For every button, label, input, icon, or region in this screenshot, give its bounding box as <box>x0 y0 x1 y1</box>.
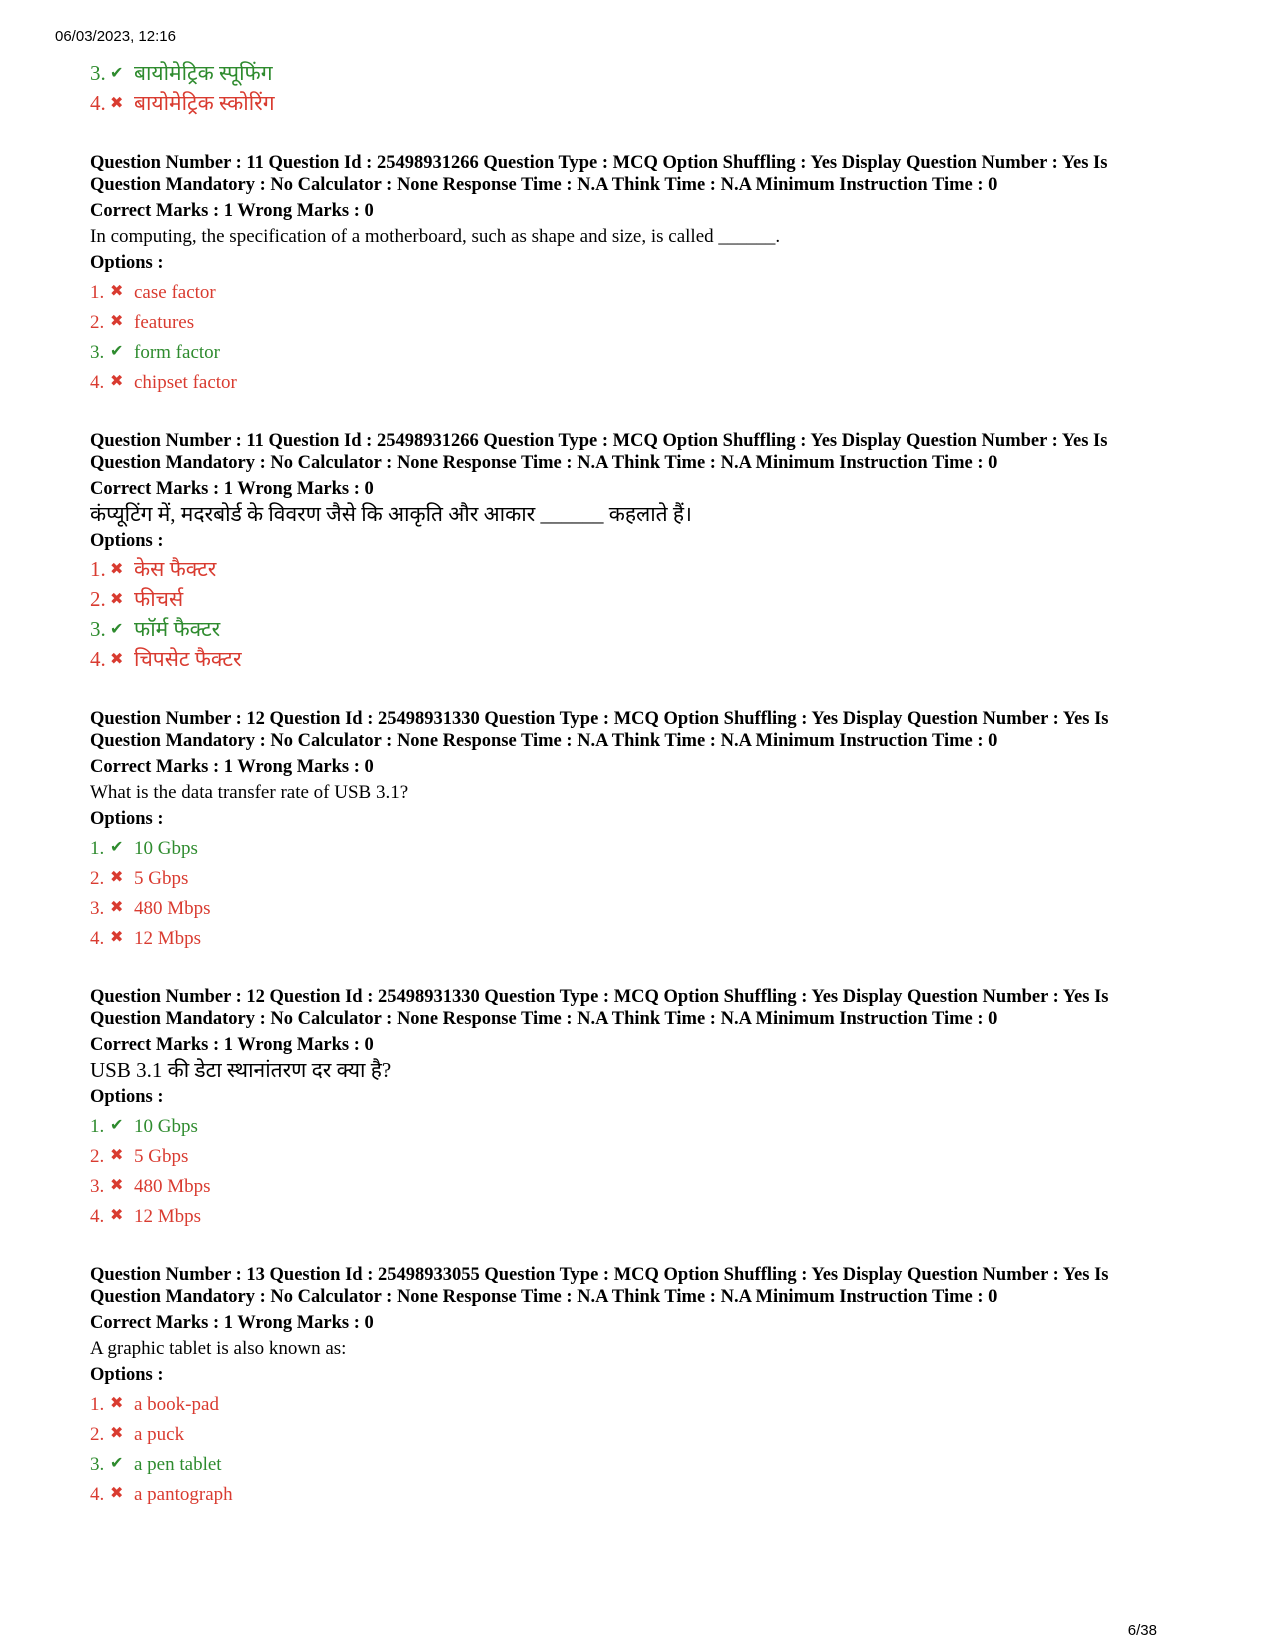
marks-line: Correct Marks : 1 Wrong Marks : 0 <box>90 1035 374 1055</box>
cross-icon: ✖ <box>110 1483 124 1502</box>
option-number: 3. <box>90 1454 105 1475</box>
option-number: 3. <box>90 1176 105 1197</box>
options-label: Options : <box>90 1087 164 1107</box>
check-icon: ✔ <box>110 619 124 638</box>
meta-line: Question Number : 13 Question Id : 25498933055 Question Type : MCQ Option Shuffling : Yes Display Question Number : Yes Is <box>90 1265 1109 1285</box>
option-number: 2. <box>90 1146 105 1167</box>
option-text: फीचर्स <box>134 587 184 611</box>
marks-line: Correct Marks : 1 Wrong Marks : 0 <box>90 1313 374 1333</box>
check-icon: ✔ <box>110 341 124 360</box>
cross-icon: ✖ <box>110 1175 124 1194</box>
option-number: 2. <box>90 312 105 333</box>
carryover-options <box>90 58 1200 118</box>
cross-icon: ✖ <box>110 559 124 578</box>
meta-line: Question Mandatory : No Calculator : None Response Time : N.A Think Time : N.A Minimum Instruction Time : 0 <box>90 731 998 751</box>
cross-icon: ✖ <box>110 1393 124 1412</box>
marks-line: Correct Marks : 1 Wrong Marks : 0 <box>90 201 374 221</box>
check-icon: ✔ <box>110 1115 124 1134</box>
cross-icon: ✖ <box>110 311 124 330</box>
option-text: 480 Mbps <box>134 898 211 919</box>
option-item <box>90 644 1200 674</box>
question-text: In computing, the specification of a motherboard, such as shape and size, is called ______. <box>90 226 781 247</box>
option-number: 3. <box>90 617 106 641</box>
page-number: 6/38 <box>1127 1622 1157 1639</box>
meta-line: Question Mandatory : No Calculator : None Response Time : N.A Think Time : N.A Minimum Instruction Time : 0 <box>90 1009 998 1029</box>
option-number: 2. <box>90 868 105 889</box>
option-item <box>90 1110 1200 1140</box>
cross-icon: ✖ <box>110 1145 124 1164</box>
option-text: 12 Mbps <box>134 1206 202 1227</box>
question-text: What is the data transfer rate of USB 3.1? <box>90 782 409 803</box>
option-text: a pen tablet <box>134 1454 222 1475</box>
meta-line: Question Number : 11 Question Id : 25498931266 Question Type : MCQ Option Shuffling : Yes Display Question Number : Yes Is <box>90 431 1108 451</box>
option-item <box>90 832 1200 862</box>
cross-icon: ✖ <box>110 649 124 668</box>
check-icon: ✔ <box>110 63 124 82</box>
options-label: Options : <box>90 253 164 273</box>
option-item <box>90 554 1200 584</box>
marks-line: Correct Marks : 1 Wrong Marks : 0 <box>90 479 374 499</box>
question-meta <box>90 152 1200 196</box>
cross-icon: ✖ <box>110 927 124 946</box>
option-number: 1. <box>90 838 105 859</box>
option-text: 12 Mbps <box>134 928 202 949</box>
option-item <box>90 336 1200 366</box>
option-item <box>90 584 1200 614</box>
meta-line: Question Mandatory : No Calculator : None Response Time : N.A Think Time : N.A Minimum Instruction Time : 0 <box>90 1287 998 1307</box>
meta-line: Question Number : 12 Question Id : 25498931330 Question Type : MCQ Option Shuffling : Yes Display Question Number : Yes Is <box>90 987 1109 1007</box>
option-text: 10 Gbps <box>134 1116 198 1137</box>
option-number: 3. <box>90 342 105 363</box>
options-label: Options : <box>90 809 164 829</box>
meta-line: Question Number : 12 Question Id : 25498931330 Question Type : MCQ Option Shuffling : Yes Display Question Number : Yes Is <box>90 709 1109 729</box>
option-item <box>90 1448 1200 1478</box>
question-meta <box>90 708 1200 752</box>
cross-icon: ✖ <box>110 897 124 916</box>
option-item <box>90 366 1200 396</box>
option-text: form factor <box>134 342 220 363</box>
question-block <box>90 986 1200 1230</box>
question-meta <box>90 986 1200 1030</box>
question-meta <box>90 1264 1200 1308</box>
option-number: 4. <box>90 1206 105 1227</box>
option-item <box>90 306 1200 336</box>
option-item <box>90 614 1200 644</box>
meta-line: Question Mandatory : No Calculator : None Response Time : N.A Think Time : N.A Minimum Instruction Time : 0 <box>90 175 998 195</box>
option-item <box>90 1418 1200 1448</box>
options-label: Options : <box>90 1365 164 1385</box>
option-number: 4. <box>90 928 105 949</box>
option-text: chipset factor <box>134 372 237 393</box>
question-meta <box>90 430 1200 474</box>
option-text: a book-pad <box>134 1394 219 1415</box>
option-item <box>90 88 1200 118</box>
option-number: 3. <box>90 898 105 919</box>
option-number: 2. <box>90 1424 105 1445</box>
option-number: 1. <box>90 1116 105 1137</box>
option-text: केस फैक्टर <box>134 557 217 581</box>
option-number: 1. <box>90 1394 105 1415</box>
option-item <box>90 1170 1200 1200</box>
option-number: 1. <box>90 557 106 581</box>
option-item <box>90 862 1200 892</box>
option-number: 2. <box>90 587 106 611</box>
option-item <box>90 1478 1200 1508</box>
option-item <box>90 1140 1200 1170</box>
option-text: फॉर्म फैक्टर <box>134 617 221 641</box>
check-icon: ✔ <box>110 837 124 856</box>
option-item <box>90 1388 1200 1418</box>
question-block <box>90 708 1200 952</box>
marks-line: Correct Marks : 1 Wrong Marks : 0 <box>90 757 374 777</box>
option-item <box>90 892 1200 922</box>
option-number: 4. <box>90 372 105 393</box>
option-text: a puck <box>134 1424 185 1445</box>
question-paper <box>90 58 1200 1508</box>
cross-icon: ✖ <box>110 371 124 390</box>
option-item <box>90 1200 1200 1230</box>
option-text: 480 Mbps <box>134 1176 211 1197</box>
print-timestamp: 06/03/2023, 12:16 <box>55 28 176 45</box>
cross-icon: ✖ <box>110 93 124 112</box>
check-icon: ✔ <box>110 1453 124 1472</box>
option-text: a pantograph <box>134 1484 233 1505</box>
option-text: case factor <box>134 282 216 303</box>
question-block <box>90 152 1200 396</box>
option-item <box>90 58 1200 88</box>
option-number: 4. <box>90 647 106 671</box>
question-text: A graphic tablet is also known as: <box>90 1338 347 1359</box>
meta-line: Question Mandatory : No Calculator : None Response Time : N.A Think Time : N.A Minimum Instruction Time : 0 <box>90 453 998 473</box>
option-number: 3. <box>90 61 106 85</box>
option-text: बायोमेट्रिक स्पूफिंग <box>134 61 273 85</box>
question-text: कंप्यूटिंग में, मदरबोर्ड के विवरण जैसे कि आकृति और आकार ______ कहलाते हैं। <box>90 502 693 526</box>
option-number: 4. <box>90 91 106 115</box>
question-block <box>90 430 1200 674</box>
options-label: Options : <box>90 531 164 551</box>
meta-line: Question Number : 11 Question Id : 25498931266 Question Type : MCQ Option Shuffling : Yes Display Question Number : Yes Is <box>90 153 1108 173</box>
cross-icon: ✖ <box>110 1205 124 1224</box>
option-text: चिपसेट फैक्टर <box>134 647 242 671</box>
option-text: बायोमेट्रिक स्कोरिंग <box>134 91 275 115</box>
option-text: features <box>134 312 195 333</box>
cross-icon: ✖ <box>110 867 124 886</box>
cross-icon: ✖ <box>110 281 124 300</box>
option-item <box>90 276 1200 306</box>
option-number: 4. <box>90 1484 105 1505</box>
option-item <box>90 922 1200 952</box>
cross-icon: ✖ <box>110 589 124 608</box>
option-text: 5 Gbps <box>134 1146 189 1167</box>
option-text: 5 Gbps <box>134 868 189 889</box>
cross-icon: ✖ <box>110 1423 124 1442</box>
option-number: 1. <box>90 282 105 303</box>
question-text: USB 3.1 की डेटा स्थानांतरण दर क्या है? <box>90 1058 392 1082</box>
option-text: 10 Gbps <box>134 838 198 859</box>
question-block <box>90 1264 1200 1508</box>
